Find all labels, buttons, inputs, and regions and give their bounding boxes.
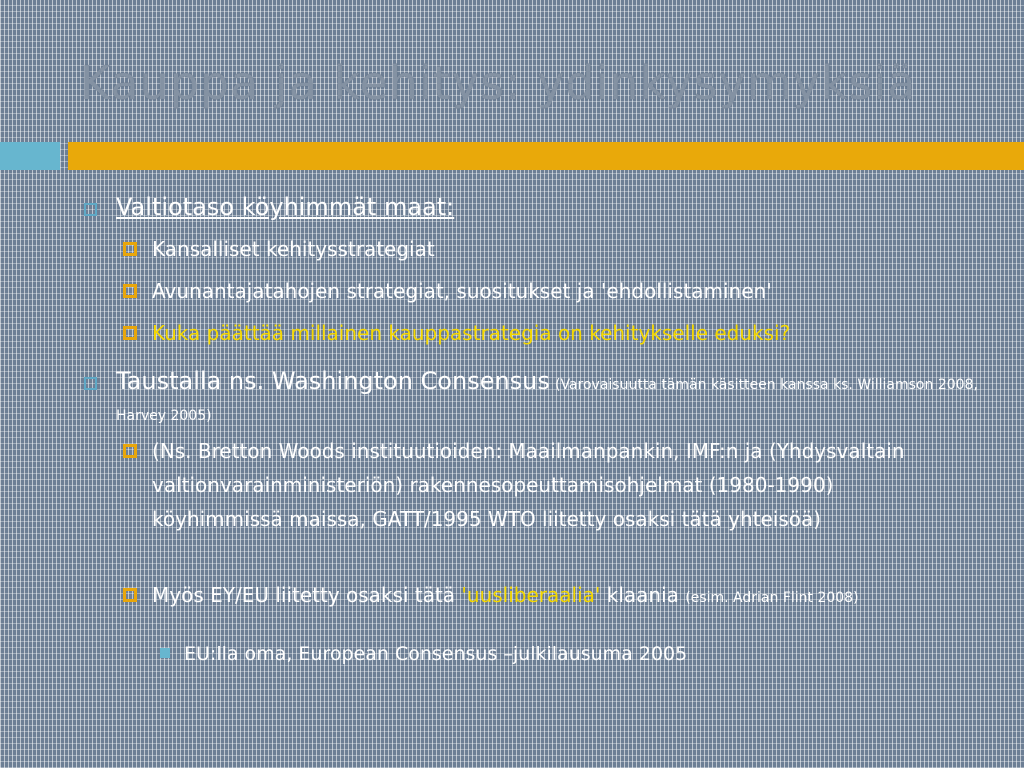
orange-square-bullet-icon bbox=[123, 326, 137, 340]
title-accent-bar-orange bbox=[68, 142, 1024, 170]
orange-square-bullet-icon bbox=[123, 242, 137, 256]
orange-square-bullet-icon bbox=[123, 588, 137, 602]
title-accent-bar-blue bbox=[0, 142, 60, 170]
bullet-text-after: klaania bbox=[600, 583, 686, 607]
bullet-text-before: Myös EY/EU liitetty osaksi tätä bbox=[152, 583, 462, 607]
hollow-square-bullet-icon bbox=[84, 377, 97, 390]
bullet-note: (esim. Adrian Flint 2008) bbox=[685, 590, 859, 606]
orange-square-bullet-icon bbox=[123, 444, 137, 458]
slide-title: Kauppa ja kehitys: ydinkysymyksiä bbox=[80, 56, 917, 110]
bullet-text: Kuka päättää millainen kauppastrategia on kehitykselle eduksi? bbox=[152, 321, 791, 345]
bullet-text: Kansalliset kehitysstrategiat bbox=[152, 237, 435, 261]
bullet-text: Avunantajatahojen strategiat, suositukset ja 'ehdollistaminen' bbox=[152, 279, 772, 303]
bullet-text: EU:lla oma, European Consensus –julkilausuma 2005 bbox=[184, 643, 688, 665]
bullet-highlight: 'uusliberaalia' bbox=[461, 583, 601, 607]
bullet-text: Valtiotaso köyhimmät maat: bbox=[116, 193, 455, 221]
orange-square-bullet-icon bbox=[123, 284, 137, 298]
blue-square-bullet-icon bbox=[160, 648, 170, 658]
bullet-text: (Ns. Bretton Woods instituutioiden: Maailmanpankin, IMF:n ja (Yhdysvaltain valtionvarainministeriön) rakennesopeuttamisohjelmat (1980-1990) köyhimmissä maissa, GATT/1995 WTO liitetty osaksi tätä yhteisöä) bbox=[152, 439, 905, 531]
hollow-square-bullet-icon bbox=[84, 203, 97, 216]
bullet-note: (Varovaisuutta tämän käsitteen kanssa ks. Williamson 2008, Harvey 2005) bbox=[116, 377, 978, 424]
bullet-text: Taustalla ns. Washington Consensus bbox=[116, 367, 550, 395]
